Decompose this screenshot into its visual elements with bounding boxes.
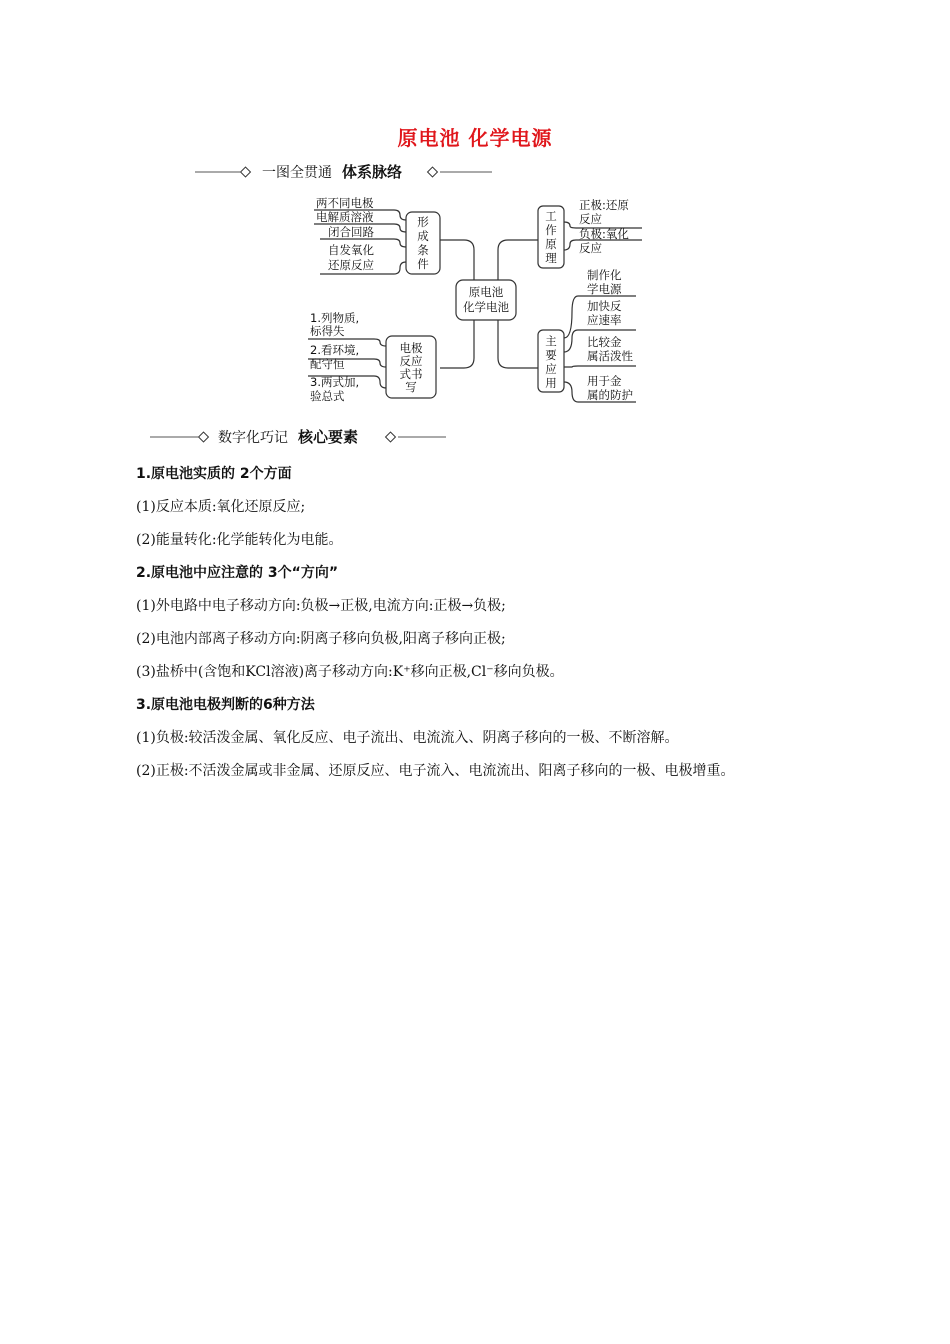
- writing-label: 式书: [399, 367, 423, 381]
- section-line: (1)反应本质:氧化还原反应;: [136, 499, 306, 515]
- application-item: 学电源: [587, 282, 622, 296]
- formation-item: 两不同电极: [316, 196, 374, 210]
- section-heading: 2.原电池中应注意的 3个“方向”: [136, 565, 339, 581]
- formation-label: 件: [417, 257, 429, 271]
- application-item: 制作化: [587, 268, 622, 282]
- application-item: 应速率: [587, 313, 622, 327]
- writing-item: 配守恒: [310, 357, 345, 371]
- formation-label: 形: [417, 215, 429, 229]
- principle-label: 作: [545, 223, 557, 237]
- principle-label: 工: [545, 209, 557, 223]
- formation-item: 还原反应: [328, 258, 374, 272]
- section-line: (2)正极:不活泼金属或非金属、还原反应、电子流入、电流流出、阳离子移向的一极、电极增重。: [136, 763, 735, 779]
- concept-map: [300, 192, 660, 410]
- writing-item: 标得失: [310, 324, 345, 338]
- application-label: 要: [545, 348, 557, 362]
- section-banner-core: [0, 425, 950, 449]
- section-banner-system: [0, 160, 950, 184]
- banner-right-text: 核心要素: [298, 428, 359, 446]
- application-item: 比较金: [587, 335, 622, 349]
- section-heading: 1.原电池实质的 2个方面: [136, 466, 292, 482]
- principle-item: 反应: [579, 241, 602, 255]
- application-item: 用于金: [587, 374, 622, 388]
- center-node-line: 化学电池: [463, 300, 509, 314]
- principle-label: 理: [545, 251, 557, 265]
- principle-item: 正极:还原: [579, 198, 629, 212]
- writing-item: 3.两式加,: [310, 375, 360, 389]
- banner-decoration: [0, 160, 950, 184]
- principle-item: 反应: [579, 212, 602, 226]
- section-heading: 3.原电池电极判断的6种方法: [136, 697, 315, 713]
- formation-label: 成: [417, 229, 429, 243]
- core-points: [136, 458, 826, 787]
- writing-label: 反应: [399, 354, 423, 368]
- section-line: (2)电池内部离子移动方向:阴离子移向负极,阳离子移向正极;: [136, 631, 506, 647]
- writing-item: 1.列物质,: [310, 311, 360, 325]
- section-line: (2)能量转化:化学能转化为电能。: [136, 532, 343, 548]
- formation-label: 条: [417, 243, 429, 257]
- writing-label: 写: [405, 380, 417, 394]
- banner-left-text: 数字化巧记: [218, 430, 288, 446]
- section-line: (3)盐桥中(含饱和KCl溶液)离子移动方向:K⁺移向正极,Cl⁻移向负极。: [136, 664, 564, 680]
- formation-item: 电解质溶液: [316, 210, 374, 224]
- banner-left-text: 一图全贯通: [262, 165, 332, 181]
- section-line: (1)外电路中电子移动方向:负极→正极,电流方向:正极→负极;: [136, 598, 506, 614]
- application-label: 应: [545, 362, 557, 376]
- application-label: 主: [545, 334, 557, 348]
- writing-item: 验总式: [310, 389, 345, 403]
- principle-label: 原: [545, 237, 557, 251]
- writing-label: 电极: [399, 341, 423, 355]
- principle-item: 负极:氧化: [579, 227, 629, 241]
- banner-right-text: 体系脉络: [342, 163, 403, 181]
- formation-item: 闭合回路: [328, 225, 374, 239]
- section-line: (1)负极:较活泼金属、氧化反应、电子流出、电流流入、阴离子移向的一极、不断溶解。: [136, 730, 679, 746]
- writing-item: 2.看环境,: [310, 343, 360, 357]
- application-item: 属的防护: [587, 388, 633, 402]
- application-label: 用: [545, 376, 557, 390]
- banner-decoration: [0, 425, 950, 449]
- center-node-line: 原电池: [468, 285, 504, 299]
- application-item: 属活泼性: [587, 349, 633, 363]
- page-title: 原电池 化学电源: [397, 126, 553, 150]
- formation-item: 自发氧化: [328, 243, 374, 257]
- application-item: 加快反: [587, 299, 622, 313]
